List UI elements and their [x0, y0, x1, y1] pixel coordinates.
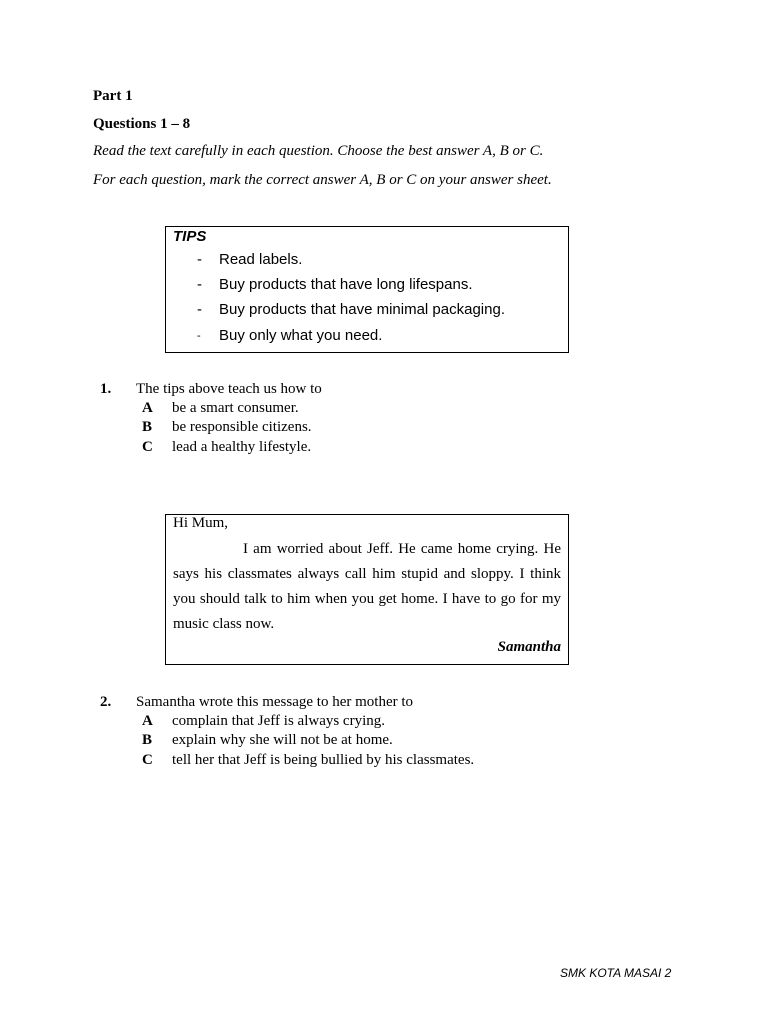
- message-box: [165, 514, 569, 665]
- option-text: lead a healthy lifestyle.: [172, 439, 312, 455]
- tip-dash: -: [197, 251, 202, 268]
- option-letter: B: [142, 732, 153, 748]
- option-text: be a smart consumer.: [172, 400, 299, 416]
- part-title: Part 1: [93, 88, 133, 104]
- question-stem: Samantha wrote this message to her mother to: [136, 694, 414, 710]
- instruction-mark-answer: For each question, mark the correct answer A, B or C on your answer sheet.: [93, 172, 552, 188]
- tip-text: Read labels.: [219, 251, 303, 268]
- tip-text: Buy only what you need.: [219, 327, 383, 344]
- option-text: be responsible citizens.: [172, 419, 312, 435]
- tip-dash: -: [197, 276, 202, 293]
- option-letter: C: [142, 752, 153, 768]
- option-text: complain that Jeff is always crying.: [172, 713, 386, 729]
- question-number: 2.: [100, 694, 112, 710]
- message-greeting: Hi Mum,: [173, 515, 229, 531]
- option-letter: C: [142, 439, 153, 455]
- option-text: explain why she will not be at home.: [172, 732, 393, 748]
- question-number: 1.: [100, 381, 112, 397]
- option-letter: B: [142, 419, 153, 435]
- option-letter: A: [142, 400, 153, 416]
- option-letter: A: [142, 713, 153, 729]
- message-body: I am worried about Jeff. He came home crying. He says his classmates always call him stupid and sloppy. I think you should talk to him when you get home. I have to go for my music class now.: [173, 541, 561, 632]
- tips-box: [165, 226, 569, 353]
- question-stem: The tips above teach us how to: [136, 381, 322, 397]
- tip-dash: -: [197, 301, 202, 318]
- tip-dash: -: [197, 330, 201, 342]
- tip-text: Buy products that have long lifespans.: [219, 276, 473, 293]
- tip-text: Buy products that have minimal packaging.: [219, 301, 505, 318]
- message-signature: Samantha: [497, 639, 561, 655]
- questions-range: Questions 1 – 8: [93, 116, 191, 132]
- instruction-read-text: Read the text carefully in each question. Choose the best answer A, B or C.: [93, 143, 544, 159]
- footer-school-name: SMK KOTA MASAI 2: [560, 966, 672, 980]
- option-text: tell her that Jeff is being bullied by his classmates.: [172, 752, 475, 768]
- tips-title: TIPS: [173, 228, 207, 245]
